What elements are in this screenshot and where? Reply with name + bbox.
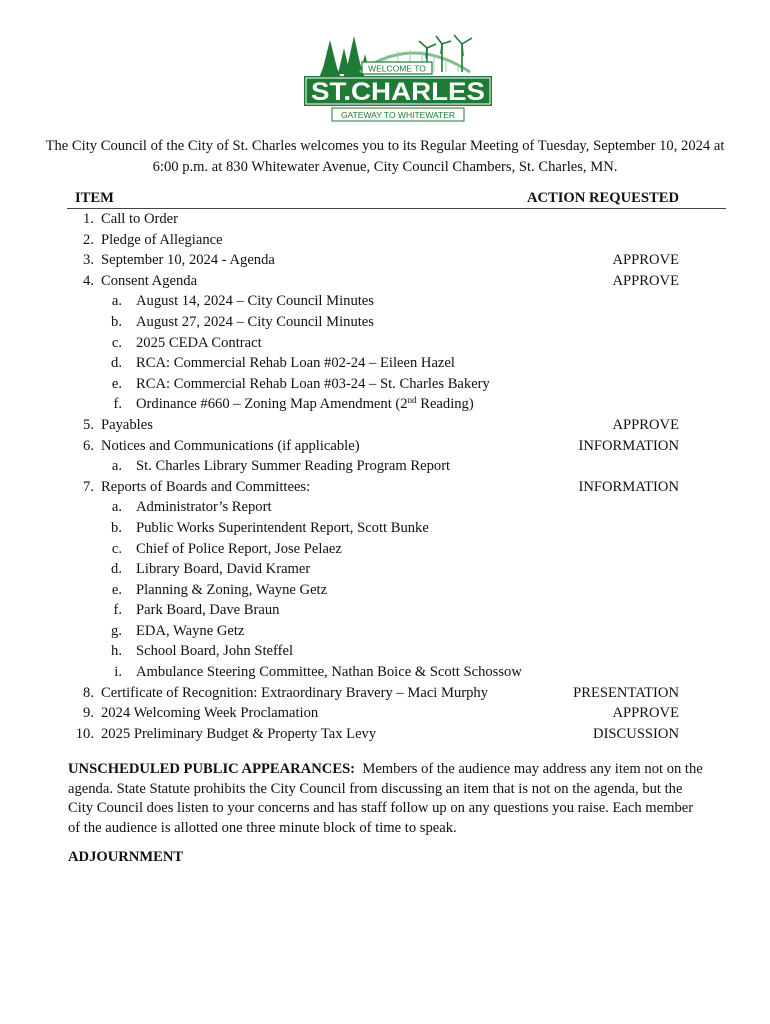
agenda-item-number: f. bbox=[113, 602, 122, 619]
agenda-item-text bbox=[136, 641, 293, 662]
agenda-item-text bbox=[136, 394, 474, 415]
agenda-item-number: f. bbox=[113, 396, 122, 413]
agenda-item-label: 2025 CEDA Contract bbox=[136, 334, 262, 351]
agenda-item-number: g. bbox=[111, 622, 122, 639]
agenda-item-label: RCA: Commercial Rehab Loan #03-24 – St. Charles Bakery bbox=[136, 375, 490, 392]
agenda-item-text bbox=[101, 415, 153, 436]
agenda-subitem bbox=[0, 497, 770, 518]
st-charles-logo bbox=[302, 32, 494, 124]
agenda-item-text bbox=[101, 683, 488, 704]
agenda-subitem bbox=[0, 374, 770, 395]
agenda-item-text bbox=[101, 477, 310, 498]
agenda-subitem bbox=[0, 333, 770, 354]
agenda-item-text bbox=[101, 703, 318, 724]
agenda-item-text bbox=[101, 436, 360, 457]
agenda-subitem bbox=[0, 641, 770, 662]
action-requested: INFORMATION bbox=[578, 478, 679, 495]
agenda-item-number: 1. bbox=[83, 211, 94, 227]
agenda-item bbox=[0, 271, 770, 292]
agenda-item-text bbox=[136, 456, 450, 477]
agenda-item-number: 6. bbox=[83, 437, 94, 454]
agenda-item-label: Chief of Police Report, Jose Pelaez bbox=[136, 540, 342, 557]
agenda-item-label: Call to Order bbox=[101, 211, 179, 227]
agenda-item-text bbox=[136, 600, 279, 621]
action-requested: PRESENTATION bbox=[573, 684, 679, 701]
logo-welcome-text: WELCOME TO bbox=[368, 63, 426, 74]
agenda-item-label: Reports of Boards and Committees: bbox=[101, 478, 311, 495]
agenda-item-number: e. bbox=[111, 581, 122, 598]
agenda-item bbox=[0, 436, 770, 457]
agenda-item-number: 7. bbox=[83, 478, 94, 495]
agenda-item-text bbox=[136, 333, 262, 354]
agenda-item-text bbox=[101, 271, 197, 292]
adjournment-heading: ADJOURNMENT bbox=[68, 849, 184, 865]
agenda-subitem bbox=[0, 580, 770, 601]
agenda-item-label: Planning & Zoning, Wayne Getz bbox=[136, 581, 328, 598]
agenda-item-number: 8. bbox=[83, 684, 94, 701]
item-column-header: ITEM bbox=[75, 190, 114, 206]
agenda-item-number: a. bbox=[111, 293, 122, 310]
agenda-item-label: August 27, 2024 – City Council Minutes bbox=[136, 313, 374, 330]
agenda-item-number: 4. bbox=[83, 272, 94, 289]
agenda-item-number: a. bbox=[111, 499, 122, 516]
agenda-item-number: b. bbox=[111, 313, 122, 330]
agenda-item-text bbox=[136, 662, 522, 683]
agenda-list bbox=[0, 209, 770, 744]
ordinal-superscript: nd bbox=[407, 395, 417, 406]
action-requested: INFORMATION bbox=[578, 437, 679, 454]
agenda-item-label: Payables bbox=[101, 416, 153, 433]
agenda-item-label: September 10, 2024 - Agenda bbox=[101, 252, 275, 269]
agenda-item-label: St. Charles Library Summer Reading Program Report bbox=[136, 458, 451, 475]
agenda-item-number: a. bbox=[111, 458, 122, 475]
action-requested: APPROVE bbox=[612, 416, 679, 433]
logo-gateway-text: GATEWAY TO WHITEWATER bbox=[340, 110, 456, 120]
agenda-item-number: i. bbox=[114, 664, 122, 681]
agenda-item bbox=[0, 683, 770, 704]
agenda-subitem bbox=[0, 662, 770, 683]
agenda-item-text bbox=[136, 559, 310, 580]
agenda-item bbox=[0, 724, 770, 745]
agenda-item-text bbox=[136, 353, 455, 374]
agenda-item-label: 2024 Welcoming Week Proclamation bbox=[101, 705, 319, 722]
agenda-item-text bbox=[136, 580, 327, 601]
agenda-item-number: h. bbox=[111, 643, 122, 660]
action-requested: APPROVE bbox=[612, 705, 679, 722]
agenda-subitem bbox=[0, 518, 770, 539]
agenda-item bbox=[0, 415, 770, 436]
agenda-item-label: 2025 Preliminary Budget & Property Tax Levy bbox=[101, 725, 377, 742]
agenda-subitem bbox=[0, 394, 770, 415]
agenda-item bbox=[0, 209, 770, 230]
agenda-item-text bbox=[136, 539, 342, 560]
agenda-item bbox=[0, 703, 770, 724]
agenda-subitem bbox=[0, 456, 770, 477]
agenda-item-text bbox=[136, 497, 272, 518]
agenda-item-number: c. bbox=[111, 334, 122, 351]
agenda-item-label: Pledge of Allegiance bbox=[101, 231, 223, 248]
agenda-item-text bbox=[136, 374, 490, 395]
agenda-item-label: Consent Agenda bbox=[101, 272, 198, 289]
agenda-subitem bbox=[0, 353, 770, 374]
agenda-item-number: 5. bbox=[83, 416, 94, 433]
action-requested: DISCUSSION bbox=[593, 725, 679, 742]
agenda-item-label: Ordinance #660 – Zoning Map Amendment (2 bbox=[136, 396, 408, 413]
agenda-item-number: 2. bbox=[83, 231, 94, 248]
agenda-item-label: Park Board, Dave Braun bbox=[136, 602, 280, 619]
agenda-item-number: 10. bbox=[75, 725, 94, 742]
agenda-subitem bbox=[0, 559, 770, 580]
agenda-subitem bbox=[0, 600, 770, 621]
agenda-item-text bbox=[101, 230, 223, 251]
agenda-subitem bbox=[0, 291, 770, 312]
agenda-item bbox=[0, 250, 770, 271]
agenda-item bbox=[0, 477, 770, 498]
agenda-subitem bbox=[0, 539, 770, 560]
agenda-item bbox=[0, 230, 770, 251]
agenda-item-label: August 14, 2024 – City Council Minutes bbox=[136, 293, 374, 310]
agenda-item-text bbox=[136, 312, 374, 333]
agenda-item-number: b. bbox=[111, 519, 122, 536]
agenda-item-number: d. bbox=[111, 355, 122, 372]
agenda-item-label: Public Works Superintendent Report, Scott Bunke bbox=[136, 519, 429, 536]
agenda-subitem bbox=[0, 312, 770, 333]
agenda-item-text bbox=[101, 250, 275, 271]
unscheduled-heading: UNSCHEDULED PUBLIC APPEARANCES: bbox=[68, 761, 356, 777]
agenda-item-text bbox=[136, 291, 374, 312]
agenda-item-text bbox=[101, 209, 178, 230]
agenda-item-number: e. bbox=[111, 375, 122, 392]
agenda-item-number: c. bbox=[111, 540, 122, 557]
agenda-item-label: Notices and Communications (if applicable) bbox=[101, 437, 360, 454]
logo-main-text: ST.CHARLES bbox=[311, 78, 485, 106]
agenda-item-text bbox=[136, 621, 244, 642]
agenda-item-number: 3. bbox=[83, 252, 94, 269]
agenda-item-label: Ambulance Steering Committee, Nathan Boice & Scott Schossow bbox=[136, 664, 522, 681]
agenda-item-label: Certificate of Recognition: Extraordinary Bravery – Maci Murphy bbox=[101, 684, 489, 701]
agenda-item-text bbox=[136, 518, 429, 539]
agenda-item-number: 9. bbox=[83, 705, 94, 722]
action-column-header: ACTION REQUESTED bbox=[526, 190, 679, 206]
agenda-item-number: d. bbox=[111, 561, 122, 578]
agenda-item-label: RCA: Commercial Rehab Loan #02-24 – Eileen Hazel bbox=[136, 355, 455, 372]
agenda-item-text bbox=[101, 724, 376, 745]
agenda-item-label: School Board, John Steffel bbox=[136, 643, 294, 660]
meeting-intro: The City Council of the City of St. Charles welcomes you to its Regular Meeting of Tuesday, September 10, 2024 at 6:00 p.m. at 830 Whitewater Avenue, City Council Chambers, St. Charles, MN. bbox=[45, 138, 725, 175]
action-requested: APPROVE bbox=[612, 272, 679, 289]
agenda-item-label: Library Board, David Kramer bbox=[136, 561, 311, 578]
agenda-subitem bbox=[0, 621, 770, 642]
agenda-item-label: EDA, Wayne Getz bbox=[136, 622, 245, 639]
action-requested: APPROVE bbox=[612, 252, 679, 269]
unscheduled-appearances bbox=[68, 760, 708, 838]
agenda-item-label: Administrator’s Report bbox=[136, 499, 272, 516]
unscheduled-body: Members of the audience may address any item not on the agenda. State Statute prohibits the City Council from discussing an item that is not on the agenda, but the City Council does listen to your concerns and has staff follow up on any questions you raise. Each member of the audience is allotted one three minute block of time to speak. bbox=[68, 761, 703, 836]
agenda-item-label-suffix: Reading) bbox=[416, 396, 474, 413]
